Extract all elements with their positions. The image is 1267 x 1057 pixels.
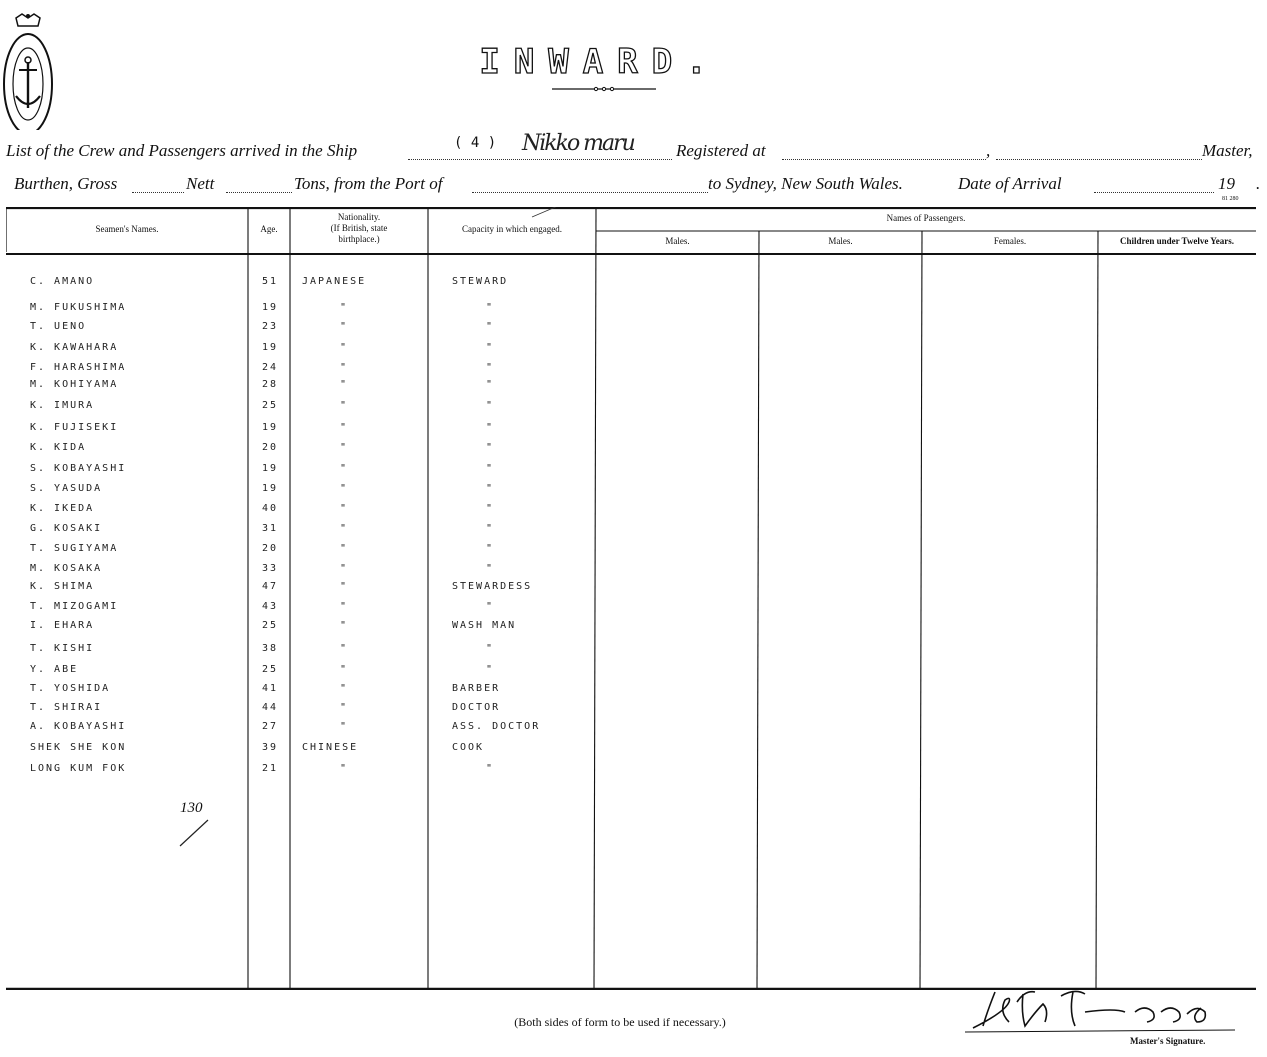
crew-age: 21 <box>262 763 279 774</box>
crew-age: 28 <box>262 379 279 390</box>
crew-age: 44 <box>262 702 279 713</box>
crew-nationality: " <box>340 379 349 390</box>
crew-capacity: " <box>486 543 495 554</box>
col-capacity: Capacity in which engaged. <box>462 224 562 234</box>
crew-nationality: " <box>340 463 349 474</box>
registered-label: Registered at <box>676 141 766 160</box>
crew-name: T. KISHI <box>30 643 95 654</box>
crew-capacity: " <box>486 763 495 774</box>
crew-nationality: " <box>340 362 349 373</box>
crew-capacity: " <box>486 601 495 612</box>
crew-capacity: " <box>486 362 495 373</box>
crew-name: M. KOSAKA <box>30 563 103 574</box>
crew-nationality: " <box>340 664 349 675</box>
crew-nationality: " <box>340 620 349 631</box>
crew-nationality: " <box>340 702 349 713</box>
master-label: Master, <box>1202 141 1253 160</box>
period: . <box>1256 174 1261 193</box>
crew-capacity: STEWARD <box>452 276 509 287</box>
ship-label: List of the Crew and Passengers arrived in the Ship <box>6 141 358 160</box>
year-prefix: 19 <box>1218 174 1235 193</box>
crew-age: 25 <box>262 620 279 631</box>
ship-name: Nikko maru <box>522 131 634 156</box>
crew-name: K. IMURA <box>30 400 95 411</box>
crew-capacity: " <box>486 422 495 433</box>
crew-capacity: " <box>486 400 495 411</box>
crew-nationality: CHINESE <box>302 742 359 753</box>
crew-name: SHEK SHE KON <box>30 742 127 753</box>
tally-annotation: 130 <box>180 800 203 816</box>
crew-nationality: " <box>340 342 349 353</box>
crew-name: K. SHIMA <box>30 581 95 592</box>
crew-nationality: " <box>340 721 349 732</box>
crew-name: F. HARASHIMA <box>30 362 127 373</box>
title-ornament <box>552 86 656 92</box>
crew-name: Y. ABE <box>30 664 79 675</box>
crew-name: S. KOBAYASHI <box>30 463 127 474</box>
crew-nationality: " <box>340 442 349 453</box>
crew-name: K. KIDA <box>30 442 87 453</box>
crew-capacity: " <box>486 503 495 514</box>
crew-name: I. EHARA <box>30 620 95 631</box>
crew-capacity: " <box>486 463 495 474</box>
nett-label: Nett <box>186 174 215 193</box>
col-females: Females. <box>993 236 1027 246</box>
crew-age: 51 <box>262 276 279 287</box>
crew-age: 23 <box>262 321 279 332</box>
crew-name: LONG KUM FOK <box>30 763 127 774</box>
crew-name: C. AMANO <box>30 276 95 287</box>
crew-age: 43 <box>262 601 279 612</box>
crew-capacity: " <box>486 321 495 332</box>
comma: , <box>986 141 991 160</box>
burthen-label: Burthen, Gross <box>14 174 118 193</box>
crew-name: T. YOSHIDA <box>30 683 111 694</box>
crew-nationality: " <box>340 563 349 574</box>
crew-capacity: " <box>486 563 495 574</box>
crew-name: T. MIZOGAMI <box>30 601 119 612</box>
crew-table-grid <box>6 207 1256 990</box>
col-age: Age. <box>260 224 278 234</box>
crew-nationality: " <box>340 483 349 494</box>
col-children: Children under Twelve Years. <box>1119 236 1234 246</box>
crew-name: K. IKEDA <box>30 503 95 514</box>
crew-name: M. KOHIYAMA <box>30 379 119 390</box>
crew-age: 20 <box>262 442 279 453</box>
crew-name: T. SHIRAI <box>30 702 103 713</box>
col-passengers: Names of Passengers. <box>886 213 966 223</box>
crew-nationality: " <box>340 543 349 554</box>
crew-age: 39 <box>262 742 279 753</box>
tally-stroke <box>178 818 218 848</box>
form-title: INWARD. <box>479 42 721 82</box>
crew-nationality: " <box>340 683 349 694</box>
crew-name: K. KAWAHARA <box>30 342 119 353</box>
crew-nationality: " <box>340 763 349 774</box>
crew-age: 25 <box>262 400 279 411</box>
crew-nationality: " <box>340 523 349 534</box>
crew-name: M. FUKUSHIMA <box>30 302 127 313</box>
crew-capacity: " <box>486 342 495 353</box>
crew-name: T. UENO <box>30 321 87 332</box>
crew-age: 41 <box>262 683 279 694</box>
crew-age: 40 <box>262 503 279 514</box>
crew-name: T. SUGIYAMA <box>30 543 119 554</box>
crew-nationality: " <box>340 302 349 313</box>
crew-age: 19 <box>262 302 279 313</box>
crew-age: 19 <box>262 422 279 433</box>
crew-age: 33 <box>262 563 279 574</box>
footer-note: (Both sides of form to be used if necessary.) <box>514 1015 726 1029</box>
crew-age: 38 <box>262 643 279 654</box>
crew-name: G. KOSAKI <box>30 523 103 534</box>
form-code: 81 280 <box>1222 196 1239 202</box>
crew-age: 47 <box>262 581 279 592</box>
crew-capacity: STEWARDESS <box>452 581 533 592</box>
crew-capacity: " <box>486 643 495 654</box>
ship-number: ( 4 ) <box>454 135 497 151</box>
crew-age: 19 <box>262 483 279 494</box>
tons-port-label: Tons, from the Port of <box>294 174 443 193</box>
crew-capacity: " <box>486 523 495 534</box>
crew-nationality: " <box>340 400 349 411</box>
destination-label: to Sydney, New South Wales. <box>708 174 903 193</box>
crew-capacity: BARBER <box>452 683 501 694</box>
crew-name: S. YASUDA <box>30 483 103 494</box>
crew-age: 25 <box>262 664 279 675</box>
crew-age: 19 <box>262 463 279 474</box>
crew-age: 31 <box>262 523 279 534</box>
crew-nationality: " <box>340 422 349 433</box>
customs-seal-icon <box>2 12 54 130</box>
col-nationality: Nationality. (If British, state birthplace.) <box>330 212 388 244</box>
crew-age: 19 <box>262 342 279 353</box>
crew-capacity: WASH MAN <box>452 620 517 631</box>
crew-capacity: ASS. DOCTOR <box>452 721 541 732</box>
crew-capacity: " <box>486 302 495 313</box>
crew-nationality: JAPANESE <box>302 276 367 287</box>
crew-age: 27 <box>262 721 279 732</box>
crew-capacity: " <box>486 483 495 494</box>
crew-capacity: COOK <box>452 742 485 753</box>
crew-capacity: DOCTOR <box>452 702 501 713</box>
master-signature-icon <box>965 982 1245 1036</box>
col-males-1: Males. <box>665 236 690 246</box>
signature-label: Master's Signature. <box>1130 1036 1206 1046</box>
arrival-date-label: Date of Arrival <box>958 174 1062 193</box>
crew-name: A. KOBAYASHI <box>30 721 127 732</box>
crew-name: K. FUJISEKI <box>30 422 119 433</box>
crew-capacity: " <box>486 664 495 675</box>
crew-nationality: " <box>340 643 349 654</box>
crew-nationality: " <box>340 581 349 592</box>
crew-age: 20 <box>262 543 279 554</box>
col-males-2: Males. <box>828 236 853 246</box>
crew-nationality: " <box>340 601 349 612</box>
crew-nationality: " <box>340 321 349 332</box>
crew-age: 24 <box>262 362 279 373</box>
crew-capacity: " <box>486 379 495 390</box>
col-seamen-names: Seamen's Names. <box>95 224 159 234</box>
crew-capacity: " <box>486 442 495 453</box>
crew-nationality: " <box>340 503 349 514</box>
